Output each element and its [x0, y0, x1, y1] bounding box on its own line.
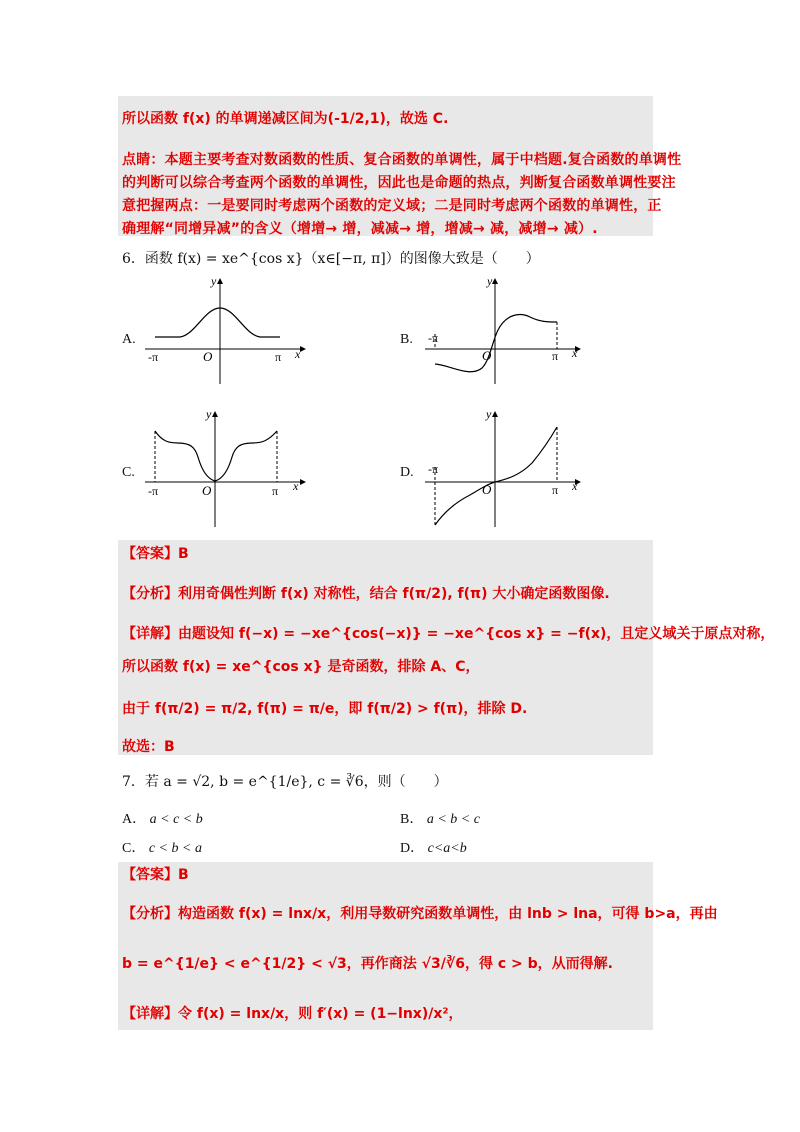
pi-label: π — [552, 349, 559, 363]
y-axis-arrow-icon — [212, 411, 218, 417]
origin-label: O — [203, 349, 213, 364]
q7-option-c — [122, 837, 202, 857]
q7-option-b-label: B． — [400, 812, 424, 827]
q6-stem: 6．函数 f(x) = xe^{cos x}（x∈[−π, π]）的图像大致是（ ） — [122, 251, 540, 267]
q6-detail-line-3: 由于 f(π/2) = π/2, f(π) = π/e，即 f(π/2) > f(π)，排除 D. — [122, 701, 528, 717]
pi-label: π — [552, 483, 559, 497]
q7-option-d-text: c<a<b — [427, 841, 467, 856]
q7-detail: 【详解】令 f(x) = lnx/x，则 f′(x) = (1−lnx)/x²， — [122, 1006, 463, 1022]
q6-analysis: 【分析】利用奇偶性判断 f(x) 对称性，结合 f(π/2), f(π) 大小确定函数图像. — [122, 586, 610, 602]
curve — [435, 427, 557, 525]
solution-block-q6 — [118, 540, 653, 755]
neg-pi-label: -π — [148, 484, 159, 498]
q7-answer: 【答案】B — [122, 867, 189, 883]
x-label: x — [572, 346, 578, 360]
origin-label: O — [482, 348, 492, 363]
x-label: x — [295, 347, 301, 361]
q7-option-b — [400, 808, 480, 828]
x-label: x — [572, 479, 578, 493]
origin-label: O — [202, 483, 212, 498]
q6-option-c-label: C. — [122, 465, 135, 480]
pi-label: π — [272, 484, 279, 498]
y-axis-arrow-icon — [217, 278, 223, 284]
origin-label: O — [482, 482, 492, 497]
pi-label: π — [275, 350, 282, 364]
note-line-4: 确理解“同增异减”的含义（增增→ 增，减减→ 增，增减→ 减，减增→ 减）. — [122, 221, 598, 237]
neg-pi-label: -π — [428, 462, 439, 476]
q6-graph-c — [140, 405, 310, 530]
q7-option-d — [400, 837, 467, 857]
curve — [155, 431, 277, 481]
q7-stem: 7．若 a = √2, b = e^{1/e}, c = ∛6，则（ ） — [122, 774, 448, 790]
neg-pi-label: -π — [428, 331, 439, 345]
note-line-1: 点睛：本题主要考查对数函数的性质、复合函数的单调性，属于中档题.复合函数的单调性 — [122, 152, 682, 168]
y-label: y — [487, 274, 493, 288]
x-axis-arrow-icon — [300, 346, 306, 352]
q7-option-a-text: a < c < b — [149, 812, 203, 827]
q6-graph-b — [420, 272, 590, 392]
q6-answer: 【答案】B — [122, 546, 189, 562]
conclusion-line: 所以函数 f(x) 的单调递减区间为(-1/2,1)，故选 C. — [122, 111, 449, 127]
q6-detail-line-2: 所以函数 f(x) = xe^{cos x} 是奇函数，排除 A、C， — [122, 659, 480, 675]
x-axis-arrow-icon — [300, 479, 306, 485]
q6-graph-a — [140, 272, 310, 392]
q7-option-c-text: c < b < a — [148, 841, 202, 856]
q7-option-b-text: a < b < c — [426, 812, 480, 827]
q6-graph-d — [420, 405, 590, 530]
y-label: y — [206, 407, 212, 421]
q6-option-b-label: B. — [400, 332, 413, 347]
y-label: y — [211, 274, 217, 288]
q7-option-c-label: C． — [122, 841, 146, 856]
q7-analysis-line-1: 【分析】构造函数 f(x) = lnx/x，利用导数研究函数单调性，由 lnb > lna，可得 b>a，再由 — [122, 906, 718, 922]
y-label: y — [486, 407, 492, 421]
curve — [155, 308, 280, 337]
y-axis-arrow-icon — [492, 411, 498, 417]
note-line-3: 意把握两点：一是要同时考虑两个函数的定义域；二是同时考虑两个函数的单调性，正 — [122, 198, 662, 214]
q6-detail-line-4: 故选：B — [122, 739, 175, 755]
q7-option-a-label: A． — [122, 812, 147, 827]
y-axis-arrow-icon — [492, 278, 498, 284]
q7-analysis-line-2: b = e^{1/e} < e^{1/2} < √3，再作商法 √3/∛6，得 c > b，从而得解. — [122, 956, 613, 972]
neg-pi-label: -π — [148, 350, 159, 364]
q7-option-a — [122, 808, 203, 828]
q6-option-d-label: D. — [400, 465, 414, 480]
q6-detail-line-1: 【详解】由题设知 f(−x) = −xe^{cos(−x)} = −xe^{cos x} = −f(x)，且定义域关于原点对称， — [122, 626, 775, 642]
curve — [435, 315, 557, 372]
q7-option-d-label: D． — [400, 841, 425, 856]
q6-option-a-label: A. — [122, 332, 136, 347]
x-label: x — [293, 479, 299, 493]
note-line-2: 的判断可以综合考查两个函数的单调性，因此也是命题的热点，判断复合函数单调性要注 — [122, 175, 676, 191]
